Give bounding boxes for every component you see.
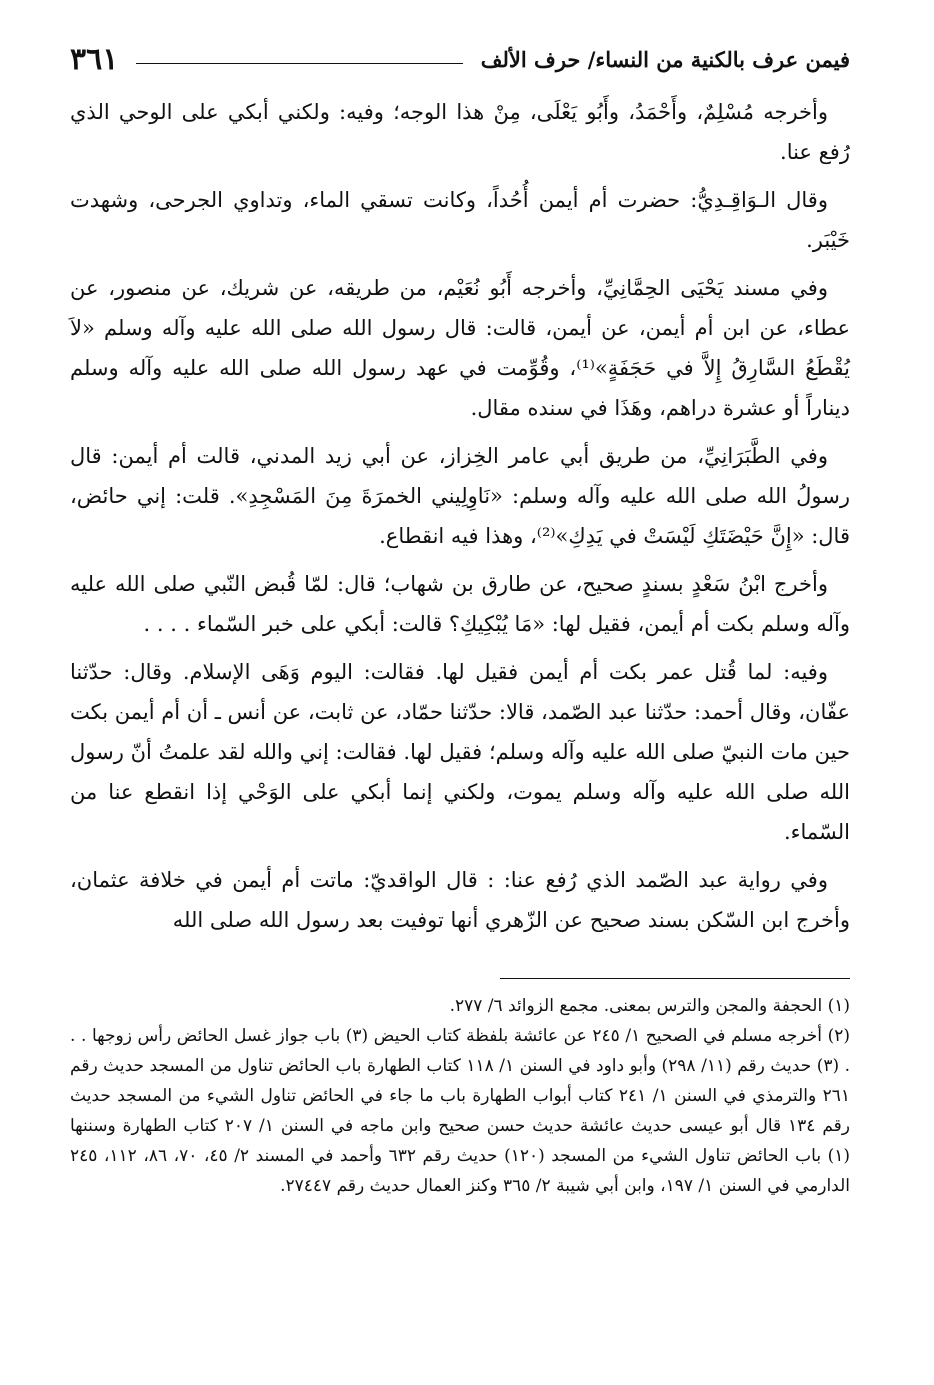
body-text (70, 92, 850, 940)
paragraph: وفي رواية عبد الصّمد الذي رُفع عنا: : قال الواقديّ: ماتت أم أيمن في خلافة عثمان، وأخرج ابن السّكن بسند صحيح عن الزّهري أنها توفيت بعد رسول الله صلى الله (70, 868, 850, 932)
footnote: (١) الحجفة والمجن والترس بمعنى. مجمع الزوائد ٦/ ٢٧٧. (449, 996, 850, 1016)
page-number: ٣٦١ (70, 41, 119, 77)
footnote: (٢) أخرجه مسلم في الصحيح ١/ ٢٤٥ عن عائشة بلفظة كتاب الحيض (٣) باب جواز غسل الحائض رأس زوجها . . . (٣) حديث رقم (١١/ ٢٩٨) وأبو داود في السنن ١/ ١١٨ كتاب الطهارة باب الحائض تناول من المسجد حديث رقم ٢٦١ والترمذي في السنن ١/ ٢٤١ كتاب أبواب الطهارة باب ما جاء في الحائض تناول الشيء من المسجد حديث رقم ١٣٤ قال أبو عيسى حديث عائشة حديث حسن صحيح وابن ماجه في السنن ١/ ٢٠٧ كتاب الطهارة وسننها (١) باب الحائض تناول الشيء من المسجد (١٢٠) حديث رقم ٦٣٢ وأحمد في المسند ٢/ ٤٥، ٧٠، ٨٦، ١١٢، ٢٤٥ الدارمي في السنن ١/ ١٩٧، وابن أبي شيبة ٢/ ٣٦٥ وكنز العمال حديث رقم ٢٧٤٤٧. (70, 1026, 851, 1196)
paragraph: وقال الـوَاقِـدِيُّ: حضرت أم أيمن أُحُداً، وكانت تسقي الماء، وتداوي الجرحى، وشهدت خَيْبَر. (70, 188, 850, 252)
running-head: فيمن عرف بالكنية من النساء/ حرف الألف (480, 46, 850, 72)
header-rule (136, 63, 462, 64)
footnotes (70, 991, 850, 1201)
page-header (70, 36, 850, 82)
footnote-separator (500, 978, 850, 979)
paragraph: وفي مسند يَحْيَى الحِمَّانِيِّ، وأخرجه أَبُو نُعَيْم، من طريقه، عن شريك، عن منصور، عن عطاء، عن ابن أم أيمن، عن أيمن، قالت: قال رسول الله صلى الله عليه وآله وسلم «لاَ يُقْطَعُ السَّارِقُ إِلاَّ في حَجَفَةٍ»⁽¹⁾، وقُوِّمت في عهد رسول الله صلى الله عليه وآله وسلم ديناراً أو عشرة دراهم، وهَذَا في سنده مقال. (70, 276, 850, 420)
paragraph: وأخرجه مُسْلِمٌ، وأَحْمَدُ، وأَبُو يَعْلَى، مِنْ هذا الوجه؛ وفيه: ولكني أبكي على الوحي الذي رُفع عنا. (70, 100, 850, 164)
book-page (70, 36, 850, 1201)
paragraph: وأخرج ابْنُ سَعْدٍ بسندٍ صحيح، عن طارق بن شهاب؛ قال: لمّا قُبض النّبي صلى الله عليه وآله وسلم بكت أم أيمن، فقيل لها: «مَا يُبْكِيكِ؟ قالت: أبكي على خبر السّماء . . . . (70, 572, 850, 636)
paragraph: وفيه: لما قُتل عمر بكت أم أيمن فقيل لها. فقالت: اليوم وَهَى الإسلام. وقال: حدّثنا عفّان، وقال أحمد: حدّثنا عبد الصّمد، قالا: حدّثنا حمّاد، عن ثابت، عن أنس ـ أن أم أيمن بكت حين مات النبيّ صلى الله عليه وآله وسلم؛ فقيل لها. فقالت: إني والله لقد علمتُ أنّ رسول الله صلى الله عليه وآله وسلم يموت، ولكني إنما أبكي على الوَحْي إذا انقطع عنا من السّماء. (70, 660, 850, 844)
paragraph: وفي الطَّبَرَانِيِّ، من طريق أبي عامر الخِزاز، عن أبي زيد المدني، قالت أم أيمن: قال رسولُ الله صلى الله عليه وآله وسلم: «نَاوِلِيني الخمرَةَ مِنَ المَسْجِدِ». قلت: إني حائض، قال: «إِنَّ حَيْضَتَكِ لَيْسَتْ في يَدِكِ»⁽²⁾، وهذا فيه انقطاع. (70, 444, 850, 548)
